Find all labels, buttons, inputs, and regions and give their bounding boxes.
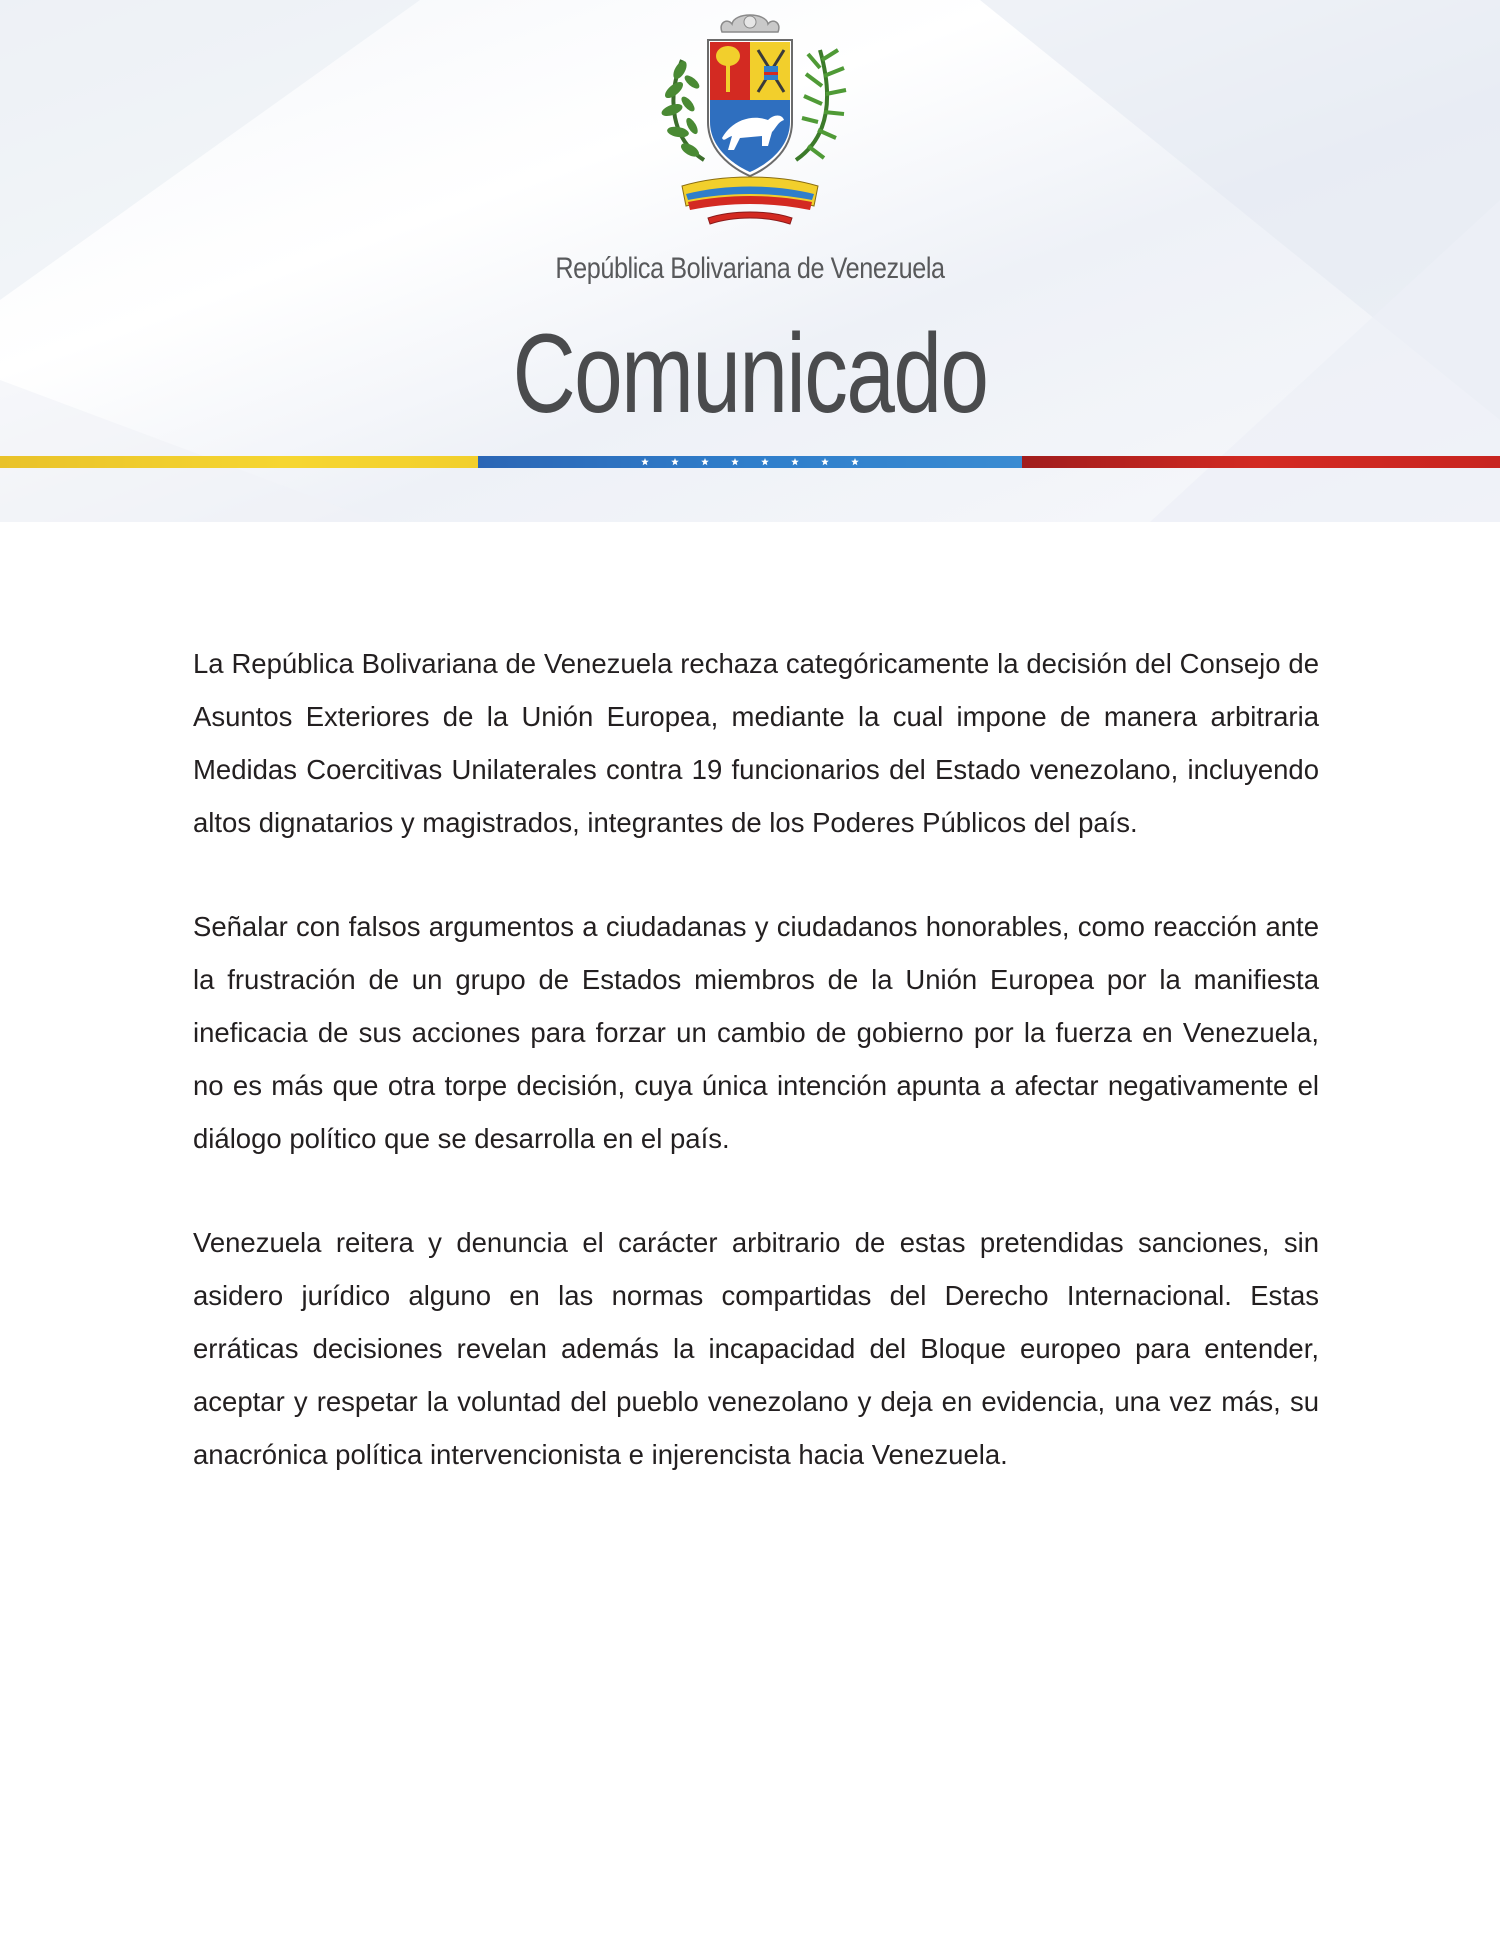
- paragraph-3: Venezuela reitera y denuncia el carácter arbitrario de estas pretendidas sanciones, sin asidero jurídico alguno en las normas compartidas del Derecho Internacional. Estas erráticas decisiones revelan además la incapacidad del Bloque europeo para entender, aceptar y respetar la voluntad del pueblo venezolano y deja en evidencia, una vez más, su anacrónica política intervencionista e injerencista hacia Venezuela.: [193, 1227, 1319, 1470]
- letterhead: [0, 0, 1500, 522]
- paragraph-1: La República Bolivariana de Venezuela rechaza categóricamente la decisión del Consejo de Asuntos Exteriores de la Unión Europea, mediante la cual impone de manera arbitraria Medidas Coercitivas Unilaterales contra 19 funcionarios del Estado venezolano, incluyendo altos dignatarios y magistrados, integrantes de los Poderes Públicos del país.: [193, 648, 1319, 838]
- star-icon: [701, 458, 709, 465]
- venezuela-coat-of-arms-icon: [642, 10, 858, 228]
- star-icon: [731, 458, 739, 465]
- star-icon: [821, 458, 829, 465]
- page-title: Comunicado: [512, 311, 988, 436]
- paragraph-2: Señalar con falsos argumentos a ciudadanas y ciudadanos honorables, como reacción ante la frustración de un grupo de Estados miembros de la Unión Europea por la manifiesta ineficacia de sus acciones para forzar un cambio de gobierno por la fuerza en Venezuela, no es más que otra torpe decisión, cuya única intención apunta a afectar negativamente el diálogo político que se desarrolla en el país.: [193, 911, 1319, 1154]
- star-icon: [671, 458, 679, 465]
- star-icon: [641, 458, 649, 465]
- country-name: República Bolivariana de Venezuela: [555, 252, 945, 285]
- flag-stripe: [0, 456, 1500, 468]
- star-icon: [761, 458, 769, 465]
- star-icon: [851, 458, 859, 465]
- star-icon: [791, 458, 799, 465]
- communique-body: [193, 637, 1319, 1532]
- stars-row-icon: [630, 457, 870, 467]
- flag-red-band: [1022, 456, 1500, 468]
- flag-yellow-band: [0, 456, 478, 468]
